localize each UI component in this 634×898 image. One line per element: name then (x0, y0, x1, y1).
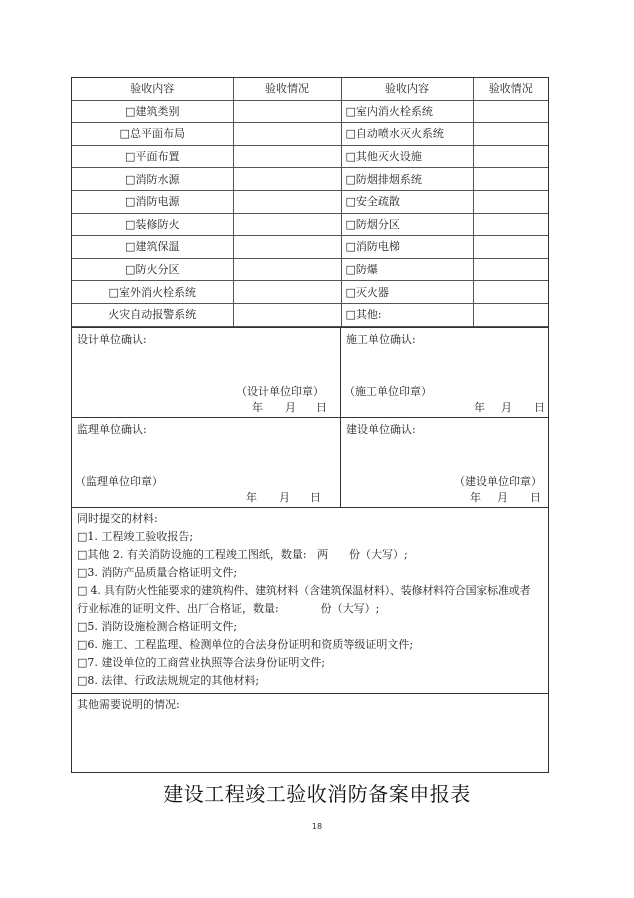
material-item-checkbox[interactable]: □8. 法律、行政法规规定的其他材料; (77, 674, 260, 688)
filing-form (71, 77, 549, 773)
left-status-cell[interactable] (233, 281, 341, 304)
table-header-row (72, 78, 548, 100)
header-left-status: 验收情况 (233, 78, 341, 100)
header-right-item: 验收内容 (341, 78, 473, 100)
material-item-checkbox[interactable]: □1. 工程竣工验收报告; (77, 529, 194, 543)
material-item-checkbox[interactable]: □5. 消防设施检测合格证明文件; (77, 620, 238, 634)
date-year: 年 (470, 490, 481, 504)
left-item-checkbox[interactable]: □总平面布局 (72, 123, 233, 146)
supervision-unit-seal: （监理单位印章） (75, 474, 163, 488)
right-status-cell[interactable] (473, 123, 548, 146)
signature-row-2 (72, 417, 548, 507)
table-row (72, 236, 548, 259)
table-row (72, 123, 548, 146)
supervision-unit-confirmation[interactable] (72, 418, 341, 507)
date-month: 月 (285, 400, 296, 414)
date-month: 月 (497, 490, 508, 504)
supervision-date (246, 489, 321, 505)
other-notes-label: 其他需要说明的情况: (77, 698, 180, 712)
left-item-label: 火灾自动报警系统 (72, 303, 233, 326)
left-item-checkbox[interactable]: □室外消火栓系统 (72, 281, 233, 304)
material-item-checkbox[interactable]: □7. 建设单位的工商营业执照等合法身份证明文件; (77, 656, 326, 670)
document-title: 建设工程竣工验收消防备案申报表 (163, 782, 471, 806)
date-day: 日 (530, 490, 541, 504)
left-status-cell[interactable] (233, 258, 341, 281)
left-status-cell[interactable] (233, 100, 341, 123)
table-row (72, 190, 548, 213)
owner-unit-label: 建设单位确认: (346, 422, 416, 436)
right-item-checkbox[interactable]: □其他灭火设施 (341, 145, 473, 168)
page-number: 18 (311, 822, 323, 831)
right-status-cell[interactable] (473, 145, 548, 168)
design-unit-label: 设计单位确认: (77, 332, 147, 346)
left-status-cell[interactable] (233, 145, 341, 168)
date-month: 月 (279, 490, 290, 504)
left-status-cell[interactable] (233, 190, 341, 213)
materials-title: 同时提交的材料: (77, 511, 158, 525)
left-status-cell[interactable] (233, 303, 341, 326)
right-item-checkbox[interactable]: □防爆 (341, 258, 473, 281)
material-item-checkbox[interactable]: □3. 消防产品质量合格证明文件; (77, 565, 238, 579)
left-status-cell[interactable] (233, 168, 341, 191)
construction-unit-seal: （施工单位印章） (344, 384, 432, 398)
right-status-cell[interactable] (473, 100, 548, 123)
left-item-checkbox[interactable]: □平面布置 (72, 145, 233, 168)
material-item-continuation: 行业标准的证明文件、出厂合格证，数量: 份（大写）; (77, 602, 380, 615)
date-day: 日 (534, 400, 545, 414)
right-item-checkbox[interactable]: □自动喷水灭火系统 (341, 123, 473, 146)
table-row (72, 145, 548, 168)
inspection-table (72, 78, 548, 327)
date-day: 日 (310, 490, 321, 504)
right-status-cell[interactable] (473, 190, 548, 213)
design-unit-confirmation[interactable] (72, 328, 341, 417)
construction-unit-confirmation[interactable] (341, 328, 548, 417)
left-status-cell[interactable] (233, 236, 341, 259)
date-year: 年 (252, 400, 263, 414)
right-status-cell[interactable] (473, 213, 548, 236)
design-date (252, 399, 327, 415)
right-status-cell[interactable] (473, 303, 548, 326)
left-item-checkbox[interactable]: □装修防火 (72, 213, 233, 236)
construction-unit-label: 施工单位确认: (346, 332, 416, 346)
left-item-checkbox[interactable]: □防火分区 (72, 258, 233, 281)
header-left-item: 验收内容 (72, 78, 233, 100)
right-item-checkbox[interactable]: □防烟排烟系统 (341, 168, 473, 191)
right-item-checkbox[interactable]: □室内消火栓系统 (341, 100, 473, 123)
right-status-cell[interactable] (473, 168, 548, 191)
table-row (72, 258, 548, 281)
right-status-cell[interactable] (473, 236, 548, 259)
date-month: 月 (501, 400, 512, 414)
table-row (72, 303, 548, 326)
table-row (72, 213, 548, 236)
owner-unit-confirmation[interactable] (341, 418, 548, 507)
header-right-status: 验收情况 (473, 78, 548, 100)
left-item-checkbox[interactable]: □建筑保温 (72, 236, 233, 259)
date-year: 年 (246, 490, 257, 504)
right-item-checkbox[interactable]: □安全疏散 (341, 190, 473, 213)
right-status-cell[interactable] (473, 258, 548, 281)
right-status-cell[interactable] (473, 281, 548, 304)
submitted-materials (72, 507, 548, 694)
material-item-checkbox[interactable]: □ 4. 具有防火性能要求的建筑构件、建筑材料（含建筑保温材料）、装修材料符合国家标准或者 (77, 583, 531, 597)
right-item-checkbox[interactable]: □灭火器 (341, 281, 473, 304)
date-year: 年 (474, 400, 485, 414)
construction-date (474, 399, 545, 415)
material-item-checkbox[interactable]: □其他 2. 有关消防设施的工程竣工图纸，数量: 两 份（大写）; (77, 547, 408, 561)
left-item-checkbox[interactable]: □消防水源 (72, 168, 233, 191)
material-item-checkbox[interactable]: □6. 施工、工程监理、检测单位的合法身份证明和资质等级证明文件; (77, 638, 414, 652)
supervision-unit-label: 监理单位确认: (77, 422, 147, 436)
right-item-checkbox[interactable]: □防烟分区 (341, 213, 473, 236)
design-unit-seal: （设计单位印章） (236, 384, 324, 398)
right-item-checkbox[interactable]: □消防电梯 (341, 236, 473, 259)
left-status-cell[interactable] (233, 213, 341, 236)
left-item-checkbox[interactable]: □消防电源 (72, 190, 233, 213)
date-day: 日 (316, 400, 327, 414)
owner-unit-seal: （建设单位印章） (454, 474, 542, 488)
table-row (72, 168, 548, 191)
left-status-cell[interactable] (233, 123, 341, 146)
table-row (72, 281, 548, 304)
other-notes-field[interactable] (72, 693, 548, 772)
signature-row-1 (72, 327, 548, 417)
table-row (72, 100, 548, 123)
left-item-checkbox[interactable]: □建筑类别 (72, 100, 233, 123)
owner-date (470, 489, 541, 505)
right-item-checkbox[interactable]: □其他: (341, 303, 473, 326)
